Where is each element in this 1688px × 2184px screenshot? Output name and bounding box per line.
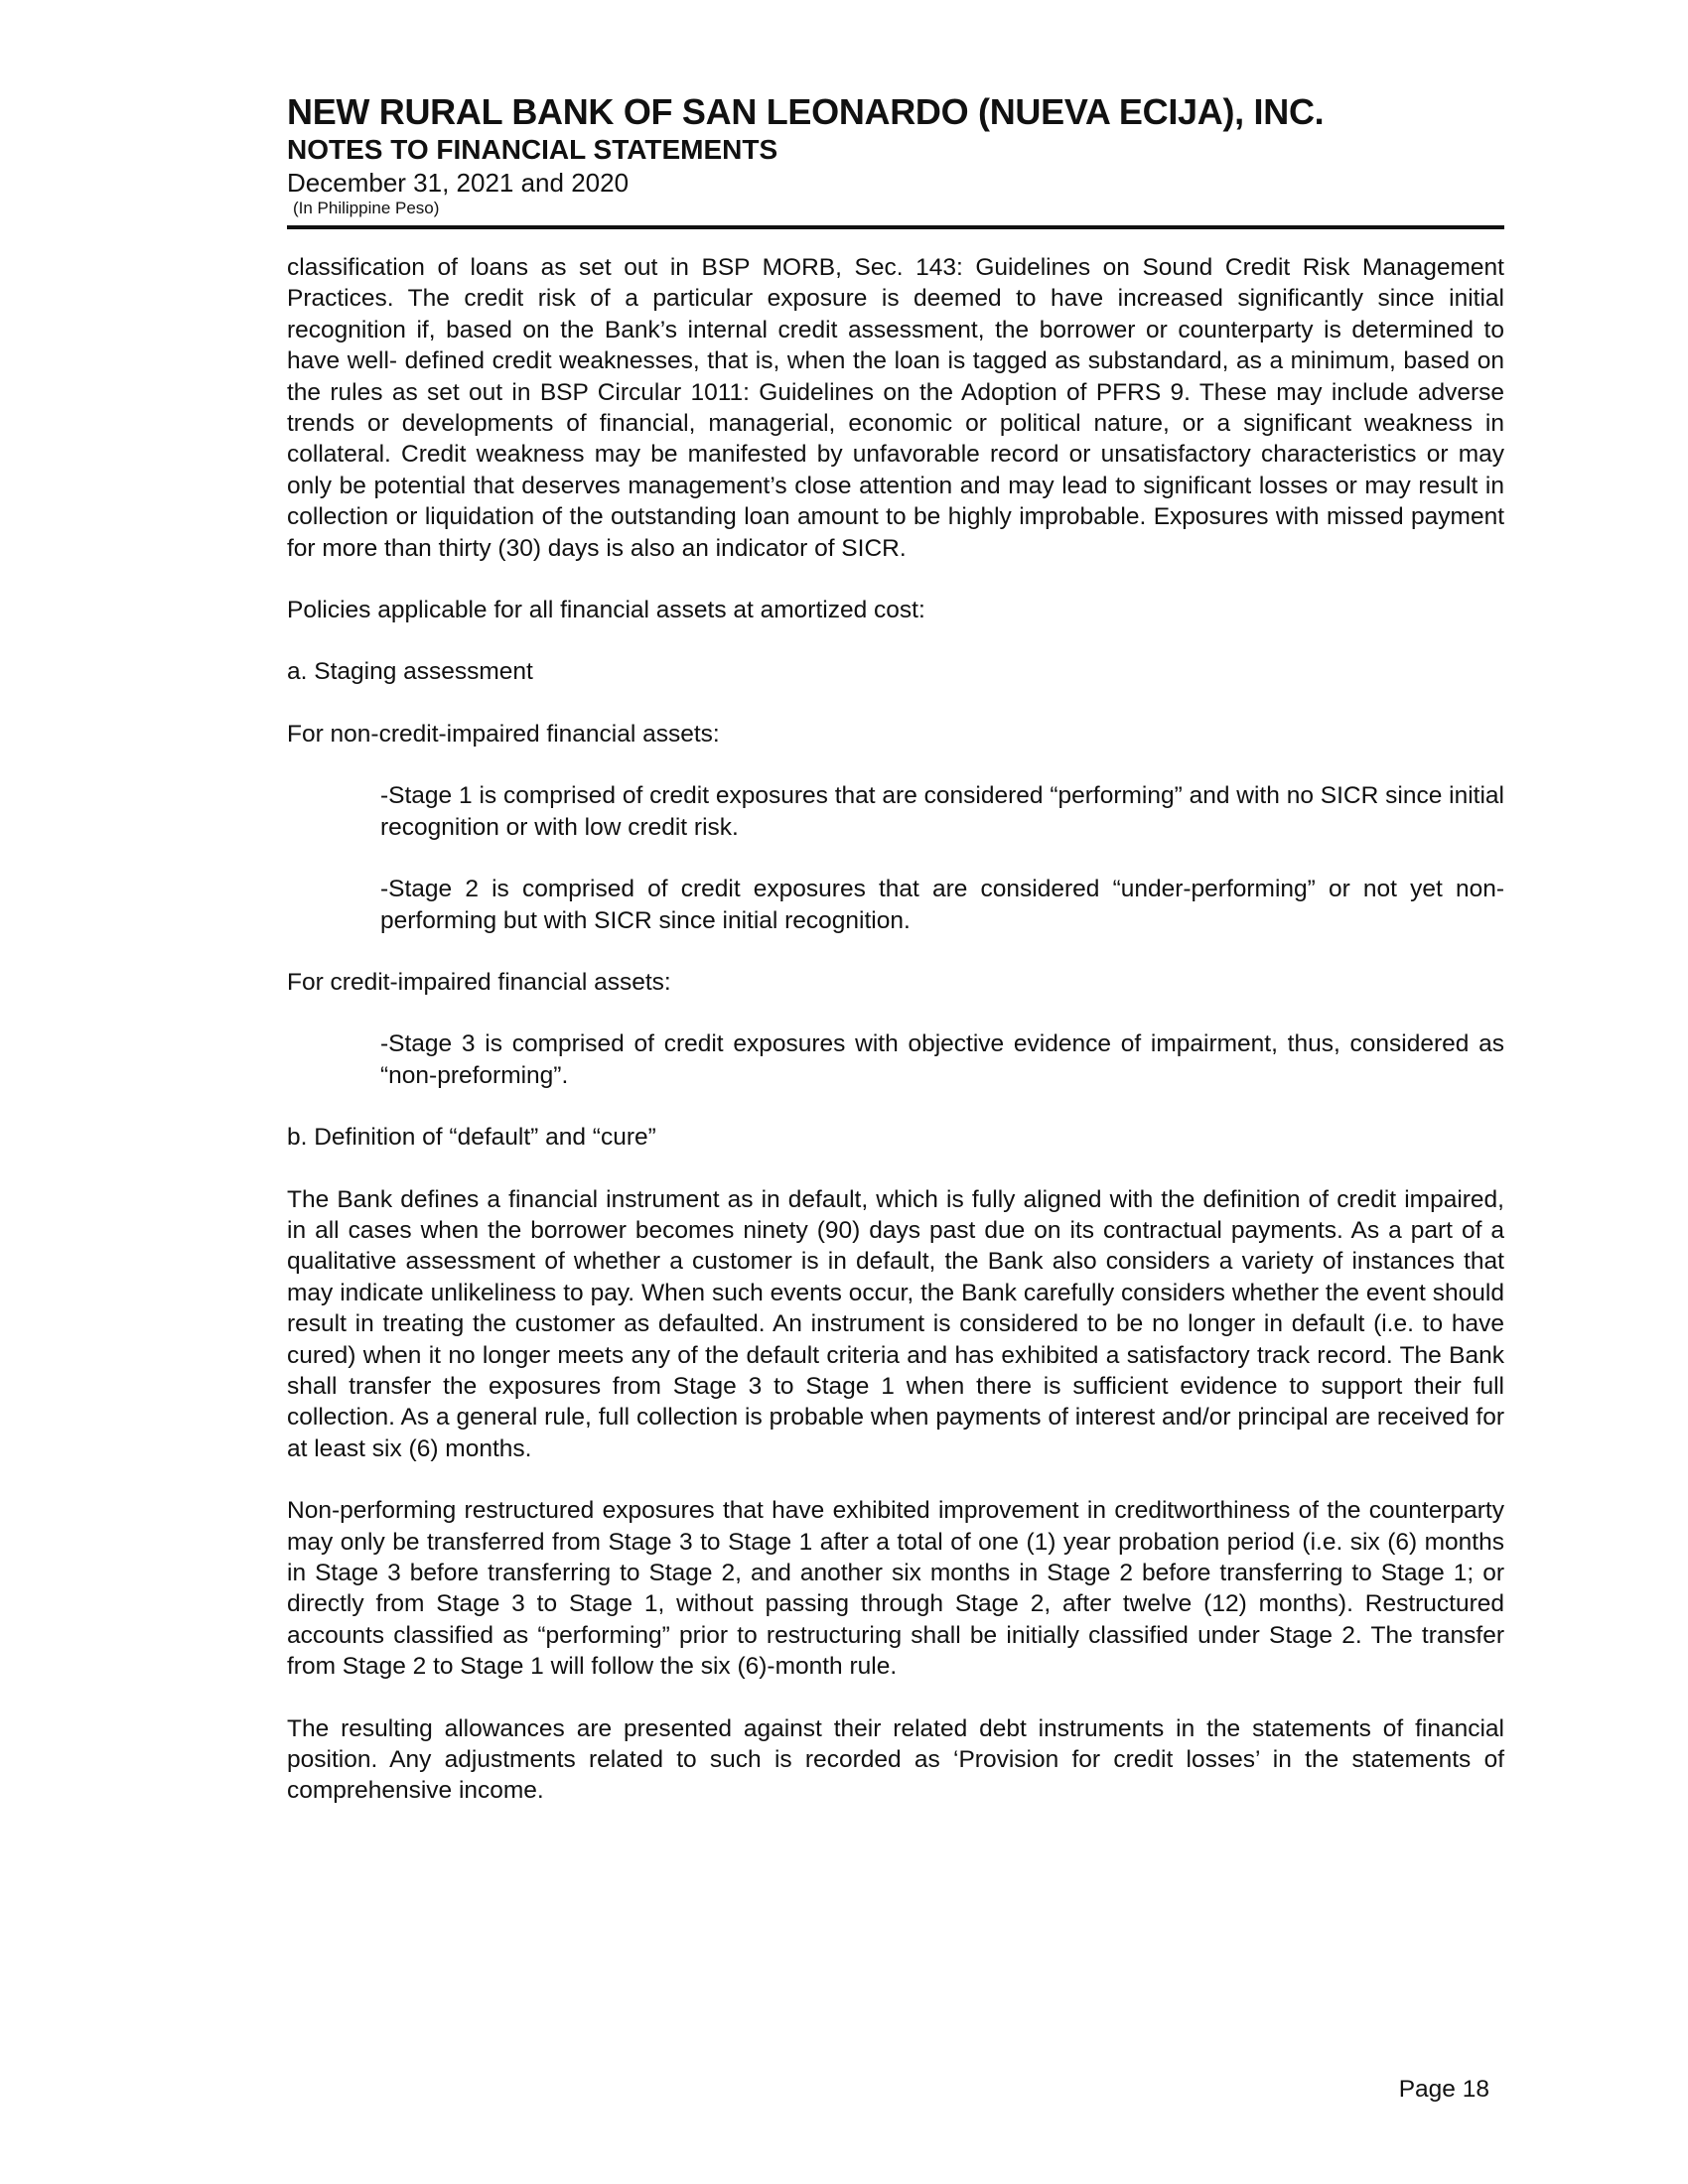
list-item-stage-1: -Stage 1 is comprised of credit exposures that are considered “performing” and with no SICR since initial recognition or with low credit risk. [380, 782, 1504, 841]
section-heading-default-cure: b. Definition of “default” and “cure” [287, 1124, 656, 1152]
section-heading-staging: a. Staging assessment [287, 658, 533, 686]
header-divider [287, 225, 1504, 229]
paragraph-sicr-classification: classification of loans as set out in BSP MORB, Sec. 143: Guidelines on Sound Credit Risk Management Practices. The credit risk of a particular exposure is deemed to have increased significantly since initial recognition if, based on the Bank’s internal credit assessment, the borrower or counterparty is determined to have well- defined credit weaknesses, that is, when the loan is tagged as substandard, as a minimum, based on the rules as set out in BSP Circular 1011: Guidelines on the Adoption of PFRS 9. These may include adverse trends or developments of financial, managerial, economic or political nature, or a significant weakness in collateral. Credit weakness may be manifested by unfavorable record or unsatisfactory characteristics or may only be potential that deserves management’s close attention and may lead to significant losses or may result in collection or liquidation of the outstanding loan amount to be highly improbable. Exposures with missed payment for more than thirty (30) days is also an indicator of SICR. [287, 254, 1504, 562]
page-number: Page 18 [1398, 2076, 1489, 2103]
currency-note: (In Philippine Peso) [293, 199, 440, 217]
list-item-stage-2: -Stage 2 is comprised of credit exposures that are considered “under-performing” or not yet non-performing but with SICR since initial recognition. [380, 876, 1504, 934]
document-body [287, 252, 1504, 1838]
page-header [287, 91, 1504, 218]
company-name: NEW RURAL BANK OF SAN LEONARDO (NUEVA ECIJA), INC. [287, 91, 1325, 132]
list-item-stage-3: -Stage 3 is comprised of credit exposures with objective evidence of impairment, thus, considered as “non-preforming”. [380, 1030, 1504, 1089]
paragraph-allowances: The resulting allowances are presented against their related debt instruments in the statements of financial position. Any adjustments related to such is recorded as ‘Provision for credit losses’ in the statements of comprehensive income. [287, 1714, 1504, 1805]
subheading-non-credit-impaired: For non-credit-impaired financial assets: [287, 720, 720, 748]
document-title: NOTES TO FINANCIAL STATEMENTS [287, 134, 778, 165]
subheading-credit-impaired: For credit-impaired financial assets: [287, 968, 671, 996]
paragraph-policies-intro: Policies applicable for all financial assets at amortized cost: [287, 597, 925, 624]
paragraph-restructured-exposures: Non-performing restructured exposures that have exhibited improvement in creditworthiness of the counterparty may only be transferred from Stage 3 to Stage 1 after a total of one (1) year probation period (i.e. six (6) months in Stage 3 before transferring to Stage 2, and another six months in Stage 2 before transferring to Stage 1; or directly from Stage 3 to Stage 1, without passing through Stage 2, after twelve (12) months). Restructured accounts classified as “performing” prior to restructuring shall be initially classified under Stage 2. The transfer from Stage 2 to Stage 1 will follow the six (6)-month rule. [287, 1497, 1504, 1681]
paragraph-default-definition: The Bank defines a financial instrument as in default, which is fully aligned with the definition of credit impaired, in all cases when the borrower becomes ninety (90) days past due on its contractual payments. As a part of a qualitative assessment of whether a customer is in default, the Bank also considers a variety of instances that may indicate unlikeliness to pay. When such events occur, the Bank carefully considers whether the event should result in treating the customer as defaulted. An instrument is considered to be no longer in default (i.e. to have cured) when it no longer meets any of the default criteria and has exhibited a satisfactory track record. The Bank shall transfer the exposures from Stage 3 to Stage 1 when there is sufficient evidence to support their full collection. As a general rule, full collection is probable when payments of interest and/or principal are received for at least six (6) months. [287, 1185, 1504, 1462]
statement-date: December 31, 2021 and 2020 [287, 168, 630, 198]
